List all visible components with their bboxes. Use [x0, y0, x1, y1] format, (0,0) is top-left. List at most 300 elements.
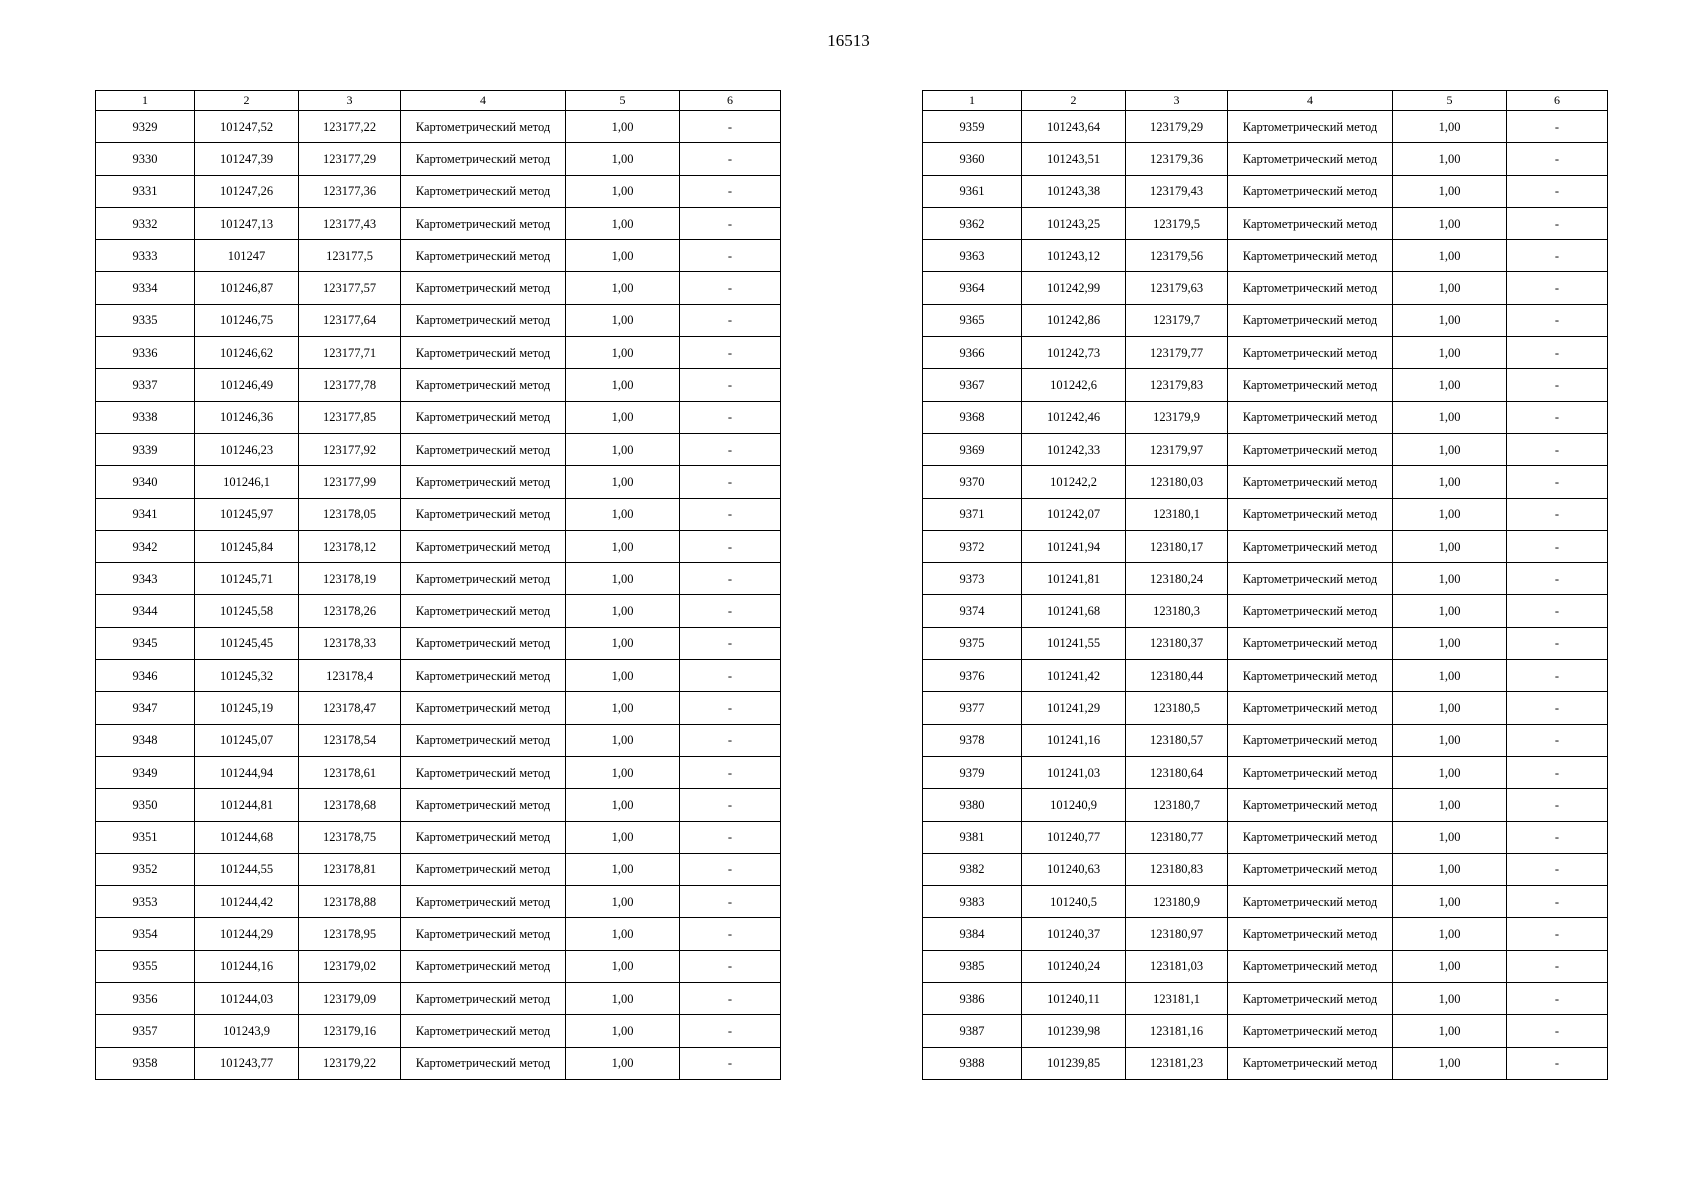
table-row: [96, 563, 781, 595]
method-cell: Картометрический метод: [1228, 304, 1393, 336]
note-cell: -: [1507, 627, 1608, 659]
note-cell: -: [1507, 983, 1608, 1015]
note-cell: -: [1507, 692, 1608, 724]
point-number-cell: 9342: [96, 530, 195, 562]
point-number-cell: 9349: [96, 756, 195, 788]
precision-cell: 1,00: [566, 789, 680, 821]
y-coordinate-cell: 123178,33: [299, 627, 401, 659]
point-number-cell: 9373: [923, 563, 1022, 595]
x-coordinate-cell: 101245,32: [195, 660, 299, 692]
table-row: [96, 530, 781, 562]
table-row: [96, 821, 781, 853]
precision-cell: 1,00: [1393, 337, 1507, 369]
precision-cell: 1,00: [1393, 530, 1507, 562]
note-cell: -: [680, 530, 781, 562]
x-coordinate-cell: 101245,07: [195, 724, 299, 756]
note-cell: -: [1507, 950, 1608, 982]
method-cell: Картометрический метод: [1228, 337, 1393, 369]
table-row: [96, 918, 781, 950]
point-number-cell: 9361: [923, 175, 1022, 207]
precision-cell: 1,00: [566, 886, 680, 918]
method-cell: Картометрический метод: [401, 530, 566, 562]
table-row: [923, 337, 1608, 369]
method-cell: Картометрический метод: [1228, 853, 1393, 885]
y-coordinate-cell: 123177,57: [299, 272, 401, 304]
x-coordinate-cell: 101244,81: [195, 789, 299, 821]
method-cell: Картометрический метод: [1228, 1015, 1393, 1047]
y-coordinate-cell: 123179,83: [1126, 369, 1228, 401]
method-cell: Картометрический метод: [401, 756, 566, 788]
point-number-cell: 9381: [923, 821, 1022, 853]
table-row: [923, 498, 1608, 530]
table-row: [96, 401, 781, 433]
column-header: 3: [299, 91, 401, 111]
point-number-cell: 9378: [923, 724, 1022, 756]
method-cell: Картометрический метод: [401, 1015, 566, 1047]
point-number-cell: 9336: [96, 337, 195, 369]
point-number-cell: 9383: [923, 886, 1022, 918]
method-cell: Картометрический метод: [401, 175, 566, 207]
point-number-cell: 9384: [923, 918, 1022, 950]
note-cell: -: [680, 950, 781, 982]
note-cell: -: [1507, 369, 1608, 401]
point-number-cell: 9372: [923, 530, 1022, 562]
y-coordinate-cell: 123178,54: [299, 724, 401, 756]
note-cell: -: [1507, 756, 1608, 788]
note-cell: -: [680, 1047, 781, 1079]
method-cell: Картометрический метод: [401, 595, 566, 627]
note-cell: -: [1507, 401, 1608, 433]
precision-cell: 1,00: [1393, 756, 1507, 788]
x-coordinate-cell: 101241,94: [1022, 530, 1126, 562]
precision-cell: 1,00: [566, 337, 680, 369]
x-coordinate-cell: 101239,85: [1022, 1047, 1126, 1079]
table-row: [923, 563, 1608, 595]
x-coordinate-cell: 101243,51: [1022, 143, 1126, 175]
table-row: [96, 498, 781, 530]
point-number-cell: 9330: [96, 143, 195, 175]
note-cell: -: [680, 143, 781, 175]
table-row: [96, 433, 781, 465]
table-row: [923, 111, 1608, 143]
y-coordinate-cell: 123179,5: [1126, 207, 1228, 239]
note-cell: -: [680, 304, 781, 336]
y-coordinate-cell: 123179,09: [299, 983, 401, 1015]
precision-cell: 1,00: [566, 304, 680, 336]
note-cell: -: [680, 821, 781, 853]
precision-cell: 1,00: [566, 627, 680, 659]
method-cell: Картометрический метод: [1228, 111, 1393, 143]
x-coordinate-cell: 101240,77: [1022, 821, 1126, 853]
y-coordinate-cell: 123180,64: [1126, 756, 1228, 788]
table-row: [923, 466, 1608, 498]
y-coordinate-cell: 123177,85: [299, 401, 401, 433]
x-coordinate-cell: 101244,94: [195, 756, 299, 788]
precision-cell: 1,00: [1393, 595, 1507, 627]
method-cell: Картометрический метод: [1228, 983, 1393, 1015]
table-row: [923, 175, 1608, 207]
point-number-cell: 9344: [96, 595, 195, 627]
precision-cell: 1,00: [1393, 498, 1507, 530]
table-row: [96, 369, 781, 401]
method-cell: Картометрический метод: [1228, 240, 1393, 272]
precision-cell: 1,00: [1393, 821, 1507, 853]
method-cell: Картометрический метод: [1228, 918, 1393, 950]
method-cell: Картометрический метод: [1228, 595, 1393, 627]
method-cell: Картометрический метод: [401, 627, 566, 659]
y-coordinate-cell: 123179,77: [1126, 337, 1228, 369]
point-number-cell: 9348: [96, 724, 195, 756]
method-cell: Картометрический метод: [401, 1047, 566, 1079]
note-cell: -: [1507, 595, 1608, 627]
note-cell: -: [680, 886, 781, 918]
y-coordinate-cell: 123178,75: [299, 821, 401, 853]
y-coordinate-cell: 123177,78: [299, 369, 401, 401]
note-cell: -: [680, 369, 781, 401]
method-cell: Картометрический метод: [1228, 433, 1393, 465]
x-coordinate-cell: 101242,33: [1022, 433, 1126, 465]
y-coordinate-cell: 123178,95: [299, 918, 401, 950]
method-cell: Картометрический метод: [1228, 207, 1393, 239]
table-row: [96, 660, 781, 692]
table-row: [96, 1015, 781, 1047]
precision-cell: 1,00: [1393, 433, 1507, 465]
table-header-row: [96, 91, 781, 111]
y-coordinate-cell: 123181,16: [1126, 1015, 1228, 1047]
table-row: [923, 1047, 1608, 1079]
precision-cell: 1,00: [566, 983, 680, 1015]
precision-cell: 1,00: [566, 143, 680, 175]
point-number-cell: 9369: [923, 433, 1022, 465]
precision-cell: 1,00: [1393, 304, 1507, 336]
y-coordinate-cell: 123179,36: [1126, 143, 1228, 175]
precision-cell: 1,00: [1393, 918, 1507, 950]
x-coordinate-cell: 101245,45: [195, 627, 299, 659]
note-cell: -: [1507, 272, 1608, 304]
table-row: [96, 983, 781, 1015]
note-cell: -: [680, 627, 781, 659]
y-coordinate-cell: 123178,19: [299, 563, 401, 595]
table-row: [923, 918, 1608, 950]
x-coordinate-cell: 101247,52: [195, 111, 299, 143]
y-coordinate-cell: 123180,03: [1126, 466, 1228, 498]
note-cell: -: [680, 111, 781, 143]
method-cell: Картометрический метод: [401, 692, 566, 724]
x-coordinate-cell: 101243,38: [1022, 175, 1126, 207]
method-cell: Картометрический метод: [401, 337, 566, 369]
table-row: [96, 337, 781, 369]
x-coordinate-cell: 101245,71: [195, 563, 299, 595]
table-row: [923, 724, 1608, 756]
precision-cell: 1,00: [1393, 789, 1507, 821]
y-coordinate-cell: 123178,05: [299, 498, 401, 530]
note-cell: -: [680, 207, 781, 239]
precision-cell: 1,00: [566, 175, 680, 207]
x-coordinate-cell: 101241,16: [1022, 724, 1126, 756]
column-header: 1: [96, 91, 195, 111]
note-cell: -: [1507, 660, 1608, 692]
note-cell: -: [680, 724, 781, 756]
precision-cell: 1,00: [566, 498, 680, 530]
precision-cell: 1,00: [1393, 627, 1507, 659]
method-cell: Картометрический метод: [1228, 886, 1393, 918]
note-cell: -: [1507, 111, 1608, 143]
precision-cell: 1,00: [1393, 563, 1507, 595]
table-row: [923, 789, 1608, 821]
precision-cell: 1,00: [566, 724, 680, 756]
table-row: [923, 1015, 1608, 1047]
method-cell: Картометрический метод: [1228, 821, 1393, 853]
y-coordinate-cell: 123179,7: [1126, 304, 1228, 336]
point-number-cell: 9346: [96, 660, 195, 692]
x-coordinate-cell: 101244,03: [195, 983, 299, 1015]
method-cell: Картометрический метод: [401, 272, 566, 304]
point-number-cell: 9365: [923, 304, 1022, 336]
point-number-cell: 9385: [923, 950, 1022, 982]
note-cell: -: [680, 563, 781, 595]
point-number-cell: 9355: [96, 950, 195, 982]
precision-cell: 1,00: [1393, 692, 1507, 724]
point-number-cell: 9377: [923, 692, 1022, 724]
x-coordinate-cell: 101242,6: [1022, 369, 1126, 401]
note-cell: -: [680, 466, 781, 498]
precision-cell: 1,00: [566, 111, 680, 143]
point-number-cell: 9375: [923, 627, 1022, 659]
page-number: 16513: [827, 31, 870, 50]
point-number-cell: 9333: [96, 240, 195, 272]
x-coordinate-cell: 101241,55: [1022, 627, 1126, 659]
note-cell: -: [680, 918, 781, 950]
precision-cell: 1,00: [1393, 983, 1507, 1015]
point-number-cell: 9367: [923, 369, 1022, 401]
method-cell: Картометрический метод: [401, 433, 566, 465]
method-cell: Картометрический метод: [401, 240, 566, 272]
x-coordinate-cell: 101246,62: [195, 337, 299, 369]
y-coordinate-cell: 123180,77: [1126, 821, 1228, 853]
y-coordinate-cell: 123180,3: [1126, 595, 1228, 627]
y-coordinate-cell: 123180,44: [1126, 660, 1228, 692]
x-coordinate-cell: 101246,49: [195, 369, 299, 401]
y-coordinate-cell: 123179,97: [1126, 433, 1228, 465]
x-coordinate-cell: 101247: [195, 240, 299, 272]
precision-cell: 1,00: [566, 950, 680, 982]
y-coordinate-cell: 123178,12: [299, 530, 401, 562]
method-cell: Картометрический метод: [401, 853, 566, 885]
precision-cell: 1,00: [566, 1047, 680, 1079]
x-coordinate-cell: 101242,86: [1022, 304, 1126, 336]
precision-cell: 1,00: [566, 853, 680, 885]
table-row: [923, 692, 1608, 724]
precision-cell: 1,00: [1393, 240, 1507, 272]
precision-cell: 1,00: [566, 1015, 680, 1047]
note-cell: -: [680, 660, 781, 692]
point-number-cell: 9354: [96, 918, 195, 950]
table-row: [923, 369, 1608, 401]
y-coordinate-cell: 123179,02: [299, 950, 401, 982]
note-cell: -: [1507, 143, 1608, 175]
y-coordinate-cell: 123180,83: [1126, 853, 1228, 885]
method-cell: Картометрический метод: [1228, 724, 1393, 756]
y-coordinate-cell: 123180,97: [1126, 918, 1228, 950]
table-row: [923, 950, 1608, 982]
precision-cell: 1,00: [1393, 175, 1507, 207]
method-cell: Картометрический метод: [1228, 530, 1393, 562]
note-cell: -: [1507, 1047, 1608, 1079]
table-row: [923, 143, 1608, 175]
x-coordinate-cell: 101243,64: [1022, 111, 1126, 143]
table-row: [923, 433, 1608, 465]
note-cell: -: [1507, 821, 1608, 853]
table-row: [96, 304, 781, 336]
point-number-cell: 9368: [923, 401, 1022, 433]
precision-cell: 1,00: [566, 530, 680, 562]
point-number-cell: 9340: [96, 466, 195, 498]
point-number-cell: 9376: [923, 660, 1022, 692]
method-cell: Картометрический метод: [401, 983, 566, 1015]
method-cell: Картометрический метод: [1228, 627, 1393, 659]
precision-cell: 1,00: [1393, 466, 1507, 498]
column-header: 2: [195, 91, 299, 111]
precision-cell: 1,00: [1393, 1047, 1507, 1079]
x-coordinate-cell: 101240,5: [1022, 886, 1126, 918]
precision-cell: 1,00: [1393, 886, 1507, 918]
note-cell: -: [1507, 304, 1608, 336]
y-coordinate-cell: 123178,61: [299, 756, 401, 788]
point-number-cell: 9379: [923, 756, 1022, 788]
point-number-cell: 9329: [96, 111, 195, 143]
point-number-cell: 9388: [923, 1047, 1022, 1079]
table-row: [96, 950, 781, 982]
point-number-cell: 9353: [96, 886, 195, 918]
table-row: [923, 660, 1608, 692]
precision-cell: 1,00: [1393, 272, 1507, 304]
x-coordinate-cell: 101244,16: [195, 950, 299, 982]
y-coordinate-cell: 123178,68: [299, 789, 401, 821]
table-row: [96, 207, 781, 239]
y-coordinate-cell: 123180,17: [1126, 530, 1228, 562]
y-coordinate-cell: 123179,63: [1126, 272, 1228, 304]
table-row: [96, 143, 781, 175]
x-coordinate-cell: 101240,63: [1022, 853, 1126, 885]
note-cell: -: [1507, 563, 1608, 595]
precision-cell: 1,00: [566, 660, 680, 692]
note-cell: -: [680, 337, 781, 369]
point-number-cell: 9350: [96, 789, 195, 821]
column-header: 2: [1022, 91, 1126, 111]
method-cell: Картометрический метод: [1228, 369, 1393, 401]
y-coordinate-cell: 123177,71: [299, 337, 401, 369]
precision-cell: 1,00: [566, 272, 680, 304]
method-cell: Картометрический метод: [1228, 143, 1393, 175]
y-coordinate-cell: 123179,16: [299, 1015, 401, 1047]
note-cell: -: [680, 175, 781, 207]
method-cell: Картометрический метод: [1228, 950, 1393, 982]
column-header: 4: [401, 91, 566, 111]
precision-cell: 1,00: [1393, 143, 1507, 175]
x-coordinate-cell: 101243,12: [1022, 240, 1126, 272]
table-row: [96, 853, 781, 885]
point-number-cell: 9371: [923, 498, 1022, 530]
x-coordinate-cell: 101242,07: [1022, 498, 1126, 530]
precision-cell: 1,00: [566, 756, 680, 788]
point-number-cell: 9382: [923, 853, 1022, 885]
method-cell: Картометрический метод: [401, 498, 566, 530]
coordinates-table-right: [922, 90, 1608, 1080]
method-cell: Картометрический метод: [1228, 756, 1393, 788]
table-row: [923, 983, 1608, 1015]
point-number-cell: 9386: [923, 983, 1022, 1015]
y-coordinate-cell: 123180,7: [1126, 789, 1228, 821]
x-coordinate-cell: 101244,68: [195, 821, 299, 853]
method-cell: Картометрический метод: [401, 143, 566, 175]
table-row: [96, 627, 781, 659]
x-coordinate-cell: 101242,46: [1022, 401, 1126, 433]
precision-cell: 1,00: [1393, 724, 1507, 756]
y-coordinate-cell: 123179,9: [1126, 401, 1228, 433]
note-cell: -: [1507, 1015, 1608, 1047]
y-coordinate-cell: 123177,43: [299, 207, 401, 239]
point-number-cell: 9343: [96, 563, 195, 595]
point-number-cell: 9339: [96, 433, 195, 465]
table-row: [923, 272, 1608, 304]
x-coordinate-cell: 101242,99: [1022, 272, 1126, 304]
x-coordinate-cell: 101240,24: [1022, 950, 1126, 982]
method-cell: Картометрический метод: [401, 466, 566, 498]
note-cell: -: [680, 853, 781, 885]
y-coordinate-cell: 123180,24: [1126, 563, 1228, 595]
method-cell: Картометрический метод: [401, 724, 566, 756]
table-row: [96, 272, 781, 304]
method-cell: Картометрический метод: [1228, 466, 1393, 498]
note-cell: -: [680, 983, 781, 1015]
note-cell: -: [680, 498, 781, 530]
point-number-cell: 9366: [923, 337, 1022, 369]
table-header-row: [923, 91, 1608, 111]
precision-cell: 1,00: [1393, 369, 1507, 401]
point-number-cell: 9337: [96, 369, 195, 401]
note-cell: -: [680, 433, 781, 465]
y-coordinate-cell: 123177,99: [299, 466, 401, 498]
x-coordinate-cell: 101245,58: [195, 595, 299, 627]
y-coordinate-cell: 123177,64: [299, 304, 401, 336]
y-coordinate-cell: 123178,4: [299, 660, 401, 692]
point-number-cell: 9387: [923, 1015, 1022, 1047]
note-cell: -: [680, 240, 781, 272]
table-row: [923, 207, 1608, 239]
column-header: 6: [680, 91, 781, 111]
note-cell: -: [1507, 240, 1608, 272]
x-coordinate-cell: 101245,97: [195, 498, 299, 530]
point-number-cell: 9335: [96, 304, 195, 336]
x-coordinate-cell: 101246,87: [195, 272, 299, 304]
table-row: [923, 401, 1608, 433]
method-cell: Картометрический метод: [401, 886, 566, 918]
x-coordinate-cell: 101241,42: [1022, 660, 1126, 692]
note-cell: -: [1507, 337, 1608, 369]
x-coordinate-cell: 101241,81: [1022, 563, 1126, 595]
method-cell: Картометрический метод: [1228, 789, 1393, 821]
point-number-cell: 9351: [96, 821, 195, 853]
note-cell: -: [680, 272, 781, 304]
precision-cell: 1,00: [566, 401, 680, 433]
y-coordinate-cell: 123178,47: [299, 692, 401, 724]
precision-cell: 1,00: [566, 918, 680, 950]
y-coordinate-cell: 123179,22: [299, 1047, 401, 1079]
note-cell: -: [1507, 175, 1608, 207]
y-coordinate-cell: 123180,37: [1126, 627, 1228, 659]
note-cell: -: [1507, 886, 1608, 918]
x-coordinate-cell: 101240,11: [1022, 983, 1126, 1015]
